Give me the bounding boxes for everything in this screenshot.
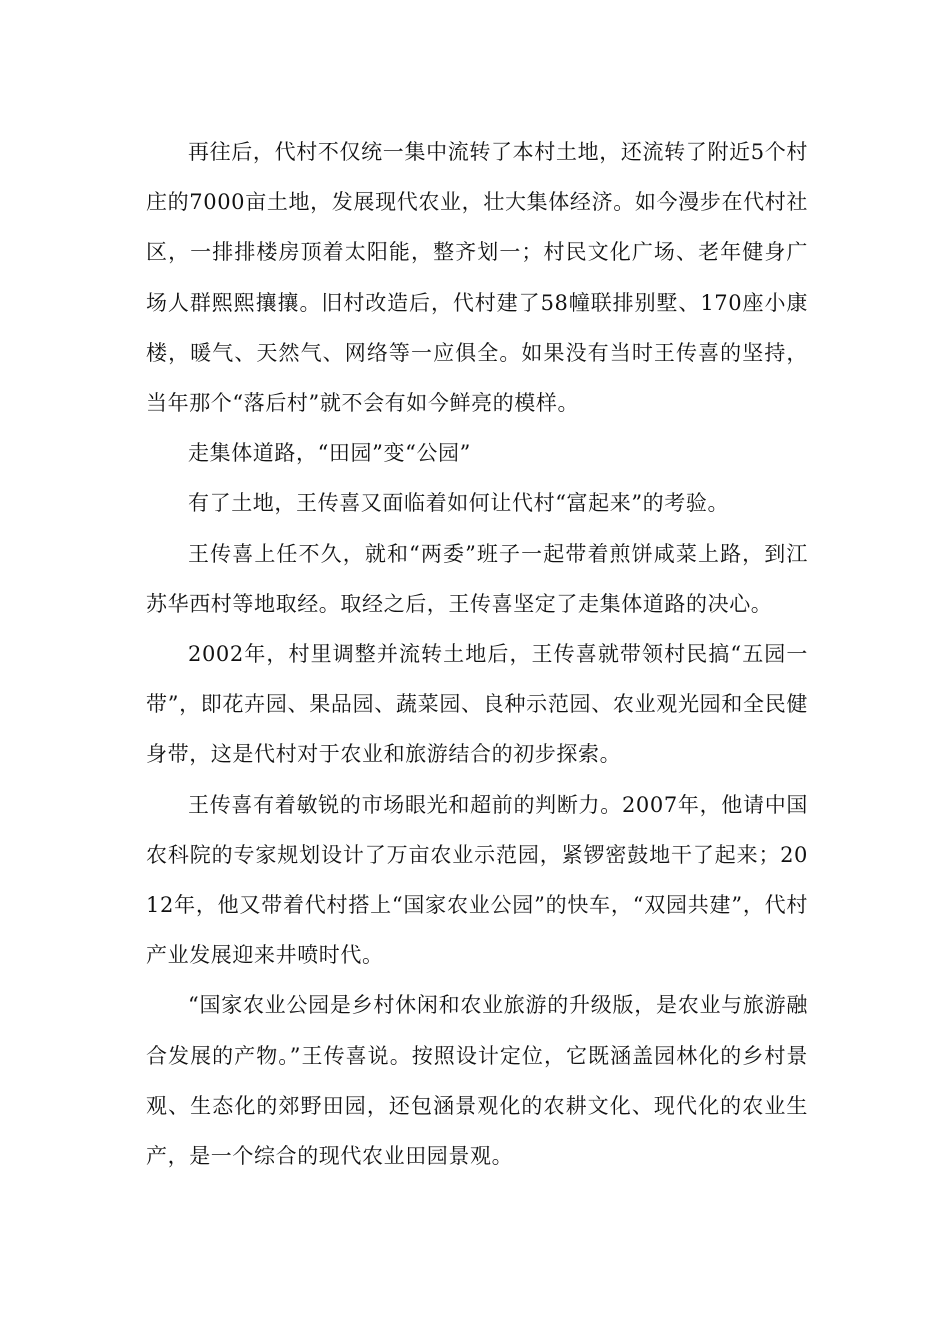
paragraph-2002: 2002年，村里调整并流转土地后，王传喜就带领村民搞“五园一带”，即花卉园、果品园、蔬菜园、良种示范园、农业观光园和全民健身带，这是代村对于农业和旅游结合的初步探索。 xyxy=(146,642,808,767)
paragraph-learning-trip: 王传喜上任不久，就和“两委”班子一起带着煎饼咸菜上路，到江苏华西村等地取经。取经之后，王传喜坚定了走集体道路的决心。 xyxy=(146,541,808,616)
paragraph-get-rich-challenge: 有了土地，王传喜又面临着如何让代村“富起来”的考验。 xyxy=(188,491,730,516)
paragraph-agricultural-park-quote: “国家农业公园是乡村休闲和农业旅游的升级版，是农业与旅游融合发展的产物。”王传喜说。按照设计定位，它既涵盖园林化的乡村景观、生态化的郊野田园，还包涵景观化的农耕文化、现代化的农业生产，是一个综合的现代农业田园景观。 xyxy=(146,993,808,1169)
section-heading: 走集体道路，“田园”变“公园” xyxy=(188,441,471,466)
paragraph-village-transformation: 再往后，代村不仅统一集中流转了本村土地，还流转了附近5个村庄的7000亩土地，发展现代农业，壮大集体经济。如今漫步在代村社区，一排排楼房顶着太阳能，整齐划一；村民文化广场、老年健身广场人群熙熙攘攘。旧村改造后，代村建了58幢联排别墅、170座小康楼，暖气、天然气、网络等一应俱全。如果没有当时王传喜的坚持，当年那个“落后村”就不会有如今鲜亮的模样。 xyxy=(146,140,808,416)
paragraph-market-vision: 王传喜有着敏锐的市场眼光和超前的判断力。2007年，他请中国农科院的专家规划设计了万亩农业示范园，紧锣密鼓地干了起来；2012年，他又带着代村搭上“国家农业公园”的快车，“双园共建”，代村产业发展迎来井喷时代。 xyxy=(146,792,808,968)
article-body xyxy=(146,127,808,1181)
